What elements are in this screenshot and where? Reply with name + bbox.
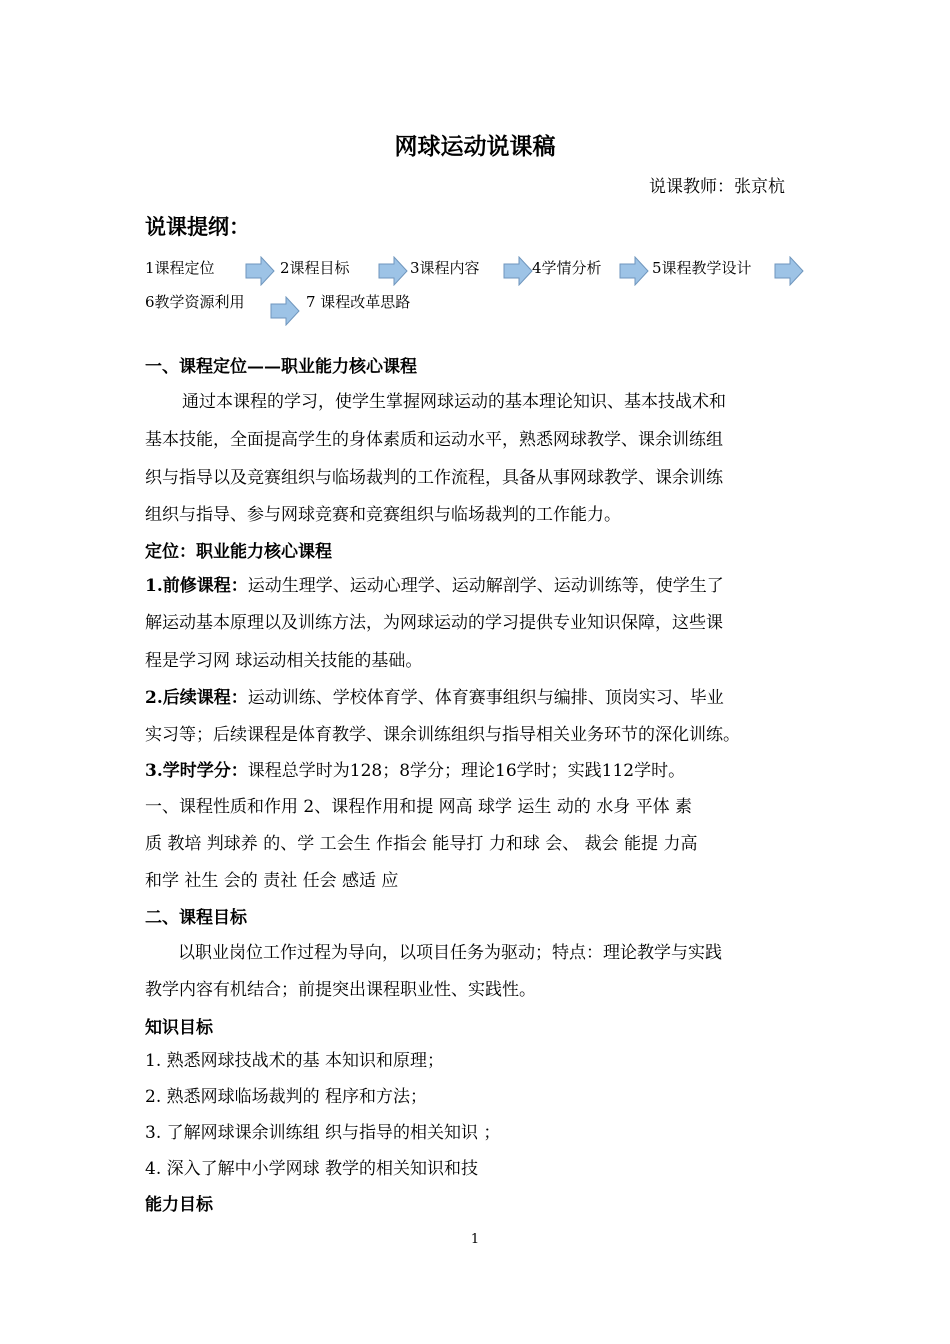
flow-step-3: 3课程内容 (410, 259, 480, 277)
document-title: 网球运动说课稿 (394, 133, 556, 160)
right-arrow-icon (503, 256, 533, 286)
right-arrow-icon (619, 256, 649, 286)
prerequisite-line: 解运动基本原理以及训练方法，为网球运动的学习提供专业知识保障，这些课 (145, 613, 723, 633)
knowledge-item: 3. 了解网球课余训练组 织与指导的相关知识 ； (145, 1123, 501, 1143)
prerequisite-text: 运动生理学、运动心理学、运动解剖学、运动训练等，使学生了 (247, 576, 724, 596)
garbled-line: 一、课程性质和作用 2、课程作用和提 网高 球学 运生 动的 水身 平体 素 (145, 797, 693, 817)
prerequisite-line (145, 571, 724, 596)
followup-line: 实习等；后续课程是体育教学、课余训练组织与指导相关业务环节的深化训练。 (145, 725, 740, 745)
section1-heading: 一、课程定位——职业能力核心课程 (145, 357, 417, 377)
flow-step-6: 6教学资源利用 (145, 293, 245, 311)
followup-text: 运动训练、学校体育学、体育赛事组织与编排、顶岗实习、毕业 (247, 688, 724, 708)
knowledge-item: 2. 熟悉网球临场裁判的 程序和方法； (145, 1087, 428, 1107)
prerequisite-label: 1.前修课程： (145, 576, 248, 596)
flow-step-5: 5课程教学设计 (652, 259, 752, 277)
garbled-line: 和学 社生 会的 责社 任会 感适 应 (145, 871, 399, 891)
credits-text: 课程总学时为128；8学分；理论16学时；实践112学时。 (247, 761, 686, 781)
section1-intro-line: 组织与指导、参与网球竞赛和竞赛组织与临场裁判的工作能力。 (145, 505, 621, 525)
section1-intro-line: 通过本课程的学习，使学生掌握网球运动的基本理论知识、基本技战术和 (182, 392, 726, 412)
knowledge-heading: 知识目标 (145, 1018, 213, 1038)
right-arrow-icon (774, 256, 804, 286)
followup-line (145, 683, 724, 708)
credits-label: 3.学时学分： (145, 761, 248, 781)
right-arrow-icon (270, 296, 300, 326)
section1-intro-line: 织与指导以及竞赛组织与临场裁判的工作流程，具备从事网球教学、课余训练 (145, 468, 723, 488)
ability-heading: 能力目标 (145, 1195, 213, 1215)
right-arrow-icon (245, 256, 275, 286)
section2-heading: 二、课程目标 (145, 908, 247, 928)
flow-step-2: 2课程目标 (280, 259, 350, 277)
knowledge-item: 4. 深入了解中小学网球 教学的相关知识和技 (145, 1159, 479, 1179)
garbled-line: 质 教培 判球养 的、学 工会生 作指会 能导打 力和球 会、 裁会 能提 力高 (145, 834, 698, 854)
right-arrow-icon (378, 256, 408, 286)
knowledge-item: 1. 熟悉网球技战术的基 本知识和原理； (145, 1051, 445, 1071)
lecturer-line: 说课教师：张京杭 (649, 177, 785, 197)
flow-step-7: 7 课程改革思路 (306, 293, 411, 311)
position-line: 定位：职业能力核心课程 (145, 542, 332, 562)
prerequisite-line: 程是学习网 球运动相关技能的基础。 (145, 651, 423, 671)
flow-step-4: 4学情分析 (532, 259, 602, 277)
followup-label: 2.后续课程： (145, 688, 248, 708)
section2-intro-line: 以职业岗位工作过程为导向，以项目任务为驱动；特点：理论教学与实践 (178, 943, 722, 963)
page-number: 1 (470, 1232, 480, 1247)
section1-intro-line: 基本技能，全面提高学生的身体素质和运动水平，熟悉网球教学、课余训练组 (145, 430, 723, 450)
section2-intro-line: 教学内容有机结合；前提突出课程职业性、实践性。 (145, 980, 536, 1000)
flow-step-1: 1课程定位 (145, 259, 215, 277)
outline-heading: 说课提纲： (145, 214, 250, 239)
credits-line (145, 756, 685, 781)
